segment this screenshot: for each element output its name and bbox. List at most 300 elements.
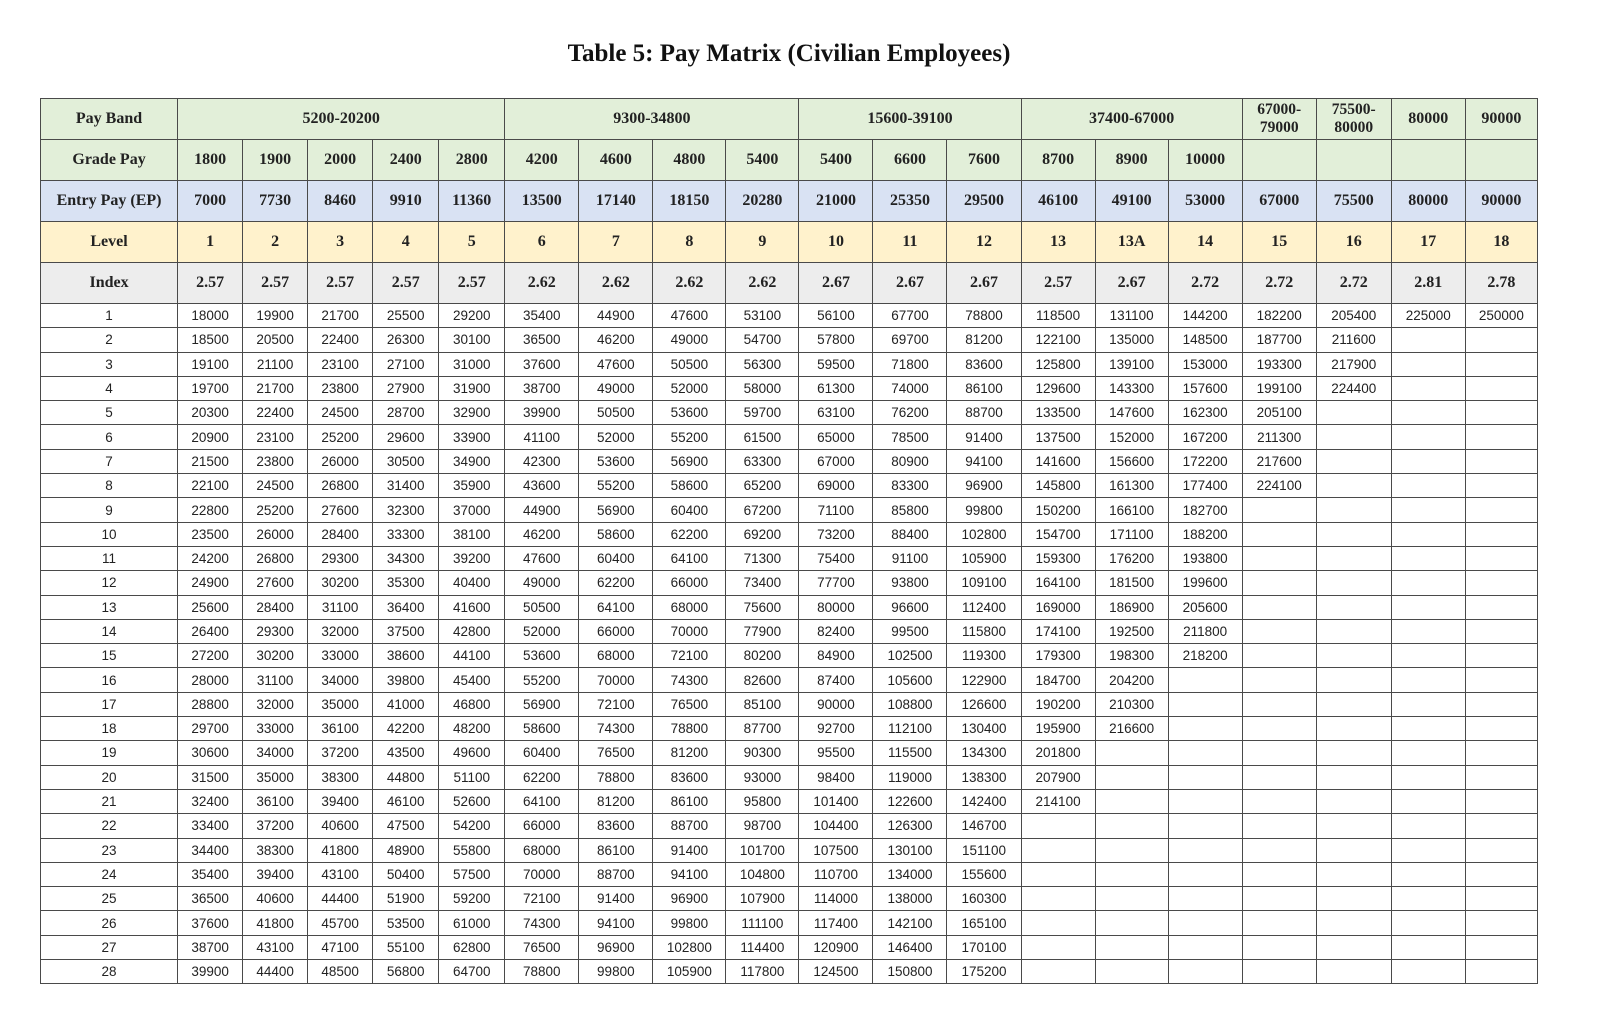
empty-cell xyxy=(1465,328,1537,352)
empty-cell xyxy=(1095,911,1168,935)
stage-cell: 26 xyxy=(41,911,178,935)
pay-cell: 96900 xyxy=(653,887,726,911)
pay-cell: 37600 xyxy=(178,911,243,935)
pay-cell: 44400 xyxy=(308,887,373,911)
row-label: Entry Pay (EP) xyxy=(41,181,178,222)
pay-cell: 175200 xyxy=(947,960,1021,984)
pay-cell: 99800 xyxy=(579,960,653,984)
pay-cell: 35000 xyxy=(243,765,308,789)
pay-cell: 48200 xyxy=(439,717,505,741)
pay-cell: 72100 xyxy=(505,887,579,911)
level-cell: 5 xyxy=(439,222,505,263)
empty-cell xyxy=(1391,911,1465,935)
pay-cell: 49600 xyxy=(439,741,505,765)
table-row xyxy=(41,765,1538,789)
pay-cell: 112400 xyxy=(947,595,1021,619)
pay-band-cell: 15600-39100 xyxy=(799,99,1021,140)
index-cell: 2.81 xyxy=(1391,263,1465,304)
pay-cell: 73200 xyxy=(799,522,873,546)
table-row xyxy=(41,595,1538,619)
pay-cell: 68000 xyxy=(505,838,579,862)
empty-cell xyxy=(1242,522,1316,546)
pay-cell: 51900 xyxy=(373,887,439,911)
pay-cell: 26800 xyxy=(243,546,308,570)
pay-cell: 40600 xyxy=(243,887,308,911)
pay-cell: 60400 xyxy=(579,546,653,570)
empty-cell xyxy=(1168,692,1242,716)
stage-cell: 7 xyxy=(41,449,178,473)
stage-cell: 27 xyxy=(41,935,178,959)
pay-cell: 47600 xyxy=(579,352,653,376)
empty-cell xyxy=(1316,960,1391,984)
grade-pay-cell: 7600 xyxy=(947,140,1021,181)
level-cell: 12 xyxy=(947,222,1021,263)
pay-cell: 90000 xyxy=(799,692,873,716)
index-cell: 2.62 xyxy=(726,263,799,304)
table-row xyxy=(41,522,1538,546)
table-row xyxy=(41,814,1538,838)
pay-cell: 32000 xyxy=(308,619,373,643)
pay-cell: 30600 xyxy=(178,741,243,765)
pay-cell: 33900 xyxy=(439,425,505,449)
pay-cell: 42200 xyxy=(373,717,439,741)
pay-cell: 23800 xyxy=(308,376,373,400)
pay-cell: 105900 xyxy=(947,546,1021,570)
pay-cell: 78500 xyxy=(873,425,947,449)
empty-cell xyxy=(1465,862,1537,886)
stage-cell: 20 xyxy=(41,765,178,789)
pay-cell: 107500 xyxy=(799,838,873,862)
pay-cell: 23500 xyxy=(178,522,243,546)
pay-cell: 26000 xyxy=(308,449,373,473)
pay-cell: 30500 xyxy=(373,449,439,473)
pay-cell: 94100 xyxy=(653,862,726,886)
empty-cell xyxy=(1316,474,1391,498)
pay-cell: 25500 xyxy=(373,304,439,328)
grade-pay-cell: 1900 xyxy=(243,140,308,181)
stage-cell: 28 xyxy=(41,960,178,984)
pay-cell: 205100 xyxy=(1242,401,1316,425)
pay-cell: 110700 xyxy=(799,862,873,886)
pay-cell: 154700 xyxy=(1021,522,1095,546)
pay-cell: 55100 xyxy=(373,935,439,959)
grade-pay-cell: 4800 xyxy=(653,140,726,181)
pay-cell: 99500 xyxy=(873,619,947,643)
pay-cell: 60400 xyxy=(653,498,726,522)
stage-cell: 4 xyxy=(41,376,178,400)
stage-cell: 15 xyxy=(41,644,178,668)
pay-cell: 21700 xyxy=(308,304,373,328)
pay-cell: 214100 xyxy=(1021,789,1095,813)
pay-cell: 44400 xyxy=(243,960,308,984)
pay-cell: 31100 xyxy=(308,595,373,619)
pay-matrix-table xyxy=(40,98,1538,984)
pay-cell: 211800 xyxy=(1168,619,1242,643)
pay-cell: 38700 xyxy=(505,376,579,400)
pay-cell: 69000 xyxy=(799,474,873,498)
pay-cell: 46800 xyxy=(439,692,505,716)
index-cell: 2.62 xyxy=(505,263,579,304)
pay-cell: 55800 xyxy=(439,838,505,862)
stage-cell: 5 xyxy=(41,401,178,425)
table-row xyxy=(41,401,1538,425)
table-row xyxy=(41,692,1538,716)
pay-cell: 62800 xyxy=(439,935,505,959)
empty-cell xyxy=(1391,425,1465,449)
empty-cell xyxy=(1316,717,1391,741)
pay-cell: 32400 xyxy=(178,789,243,813)
empty-cell xyxy=(1316,425,1391,449)
empty-cell xyxy=(1465,571,1537,595)
pay-cell: 170100 xyxy=(947,935,1021,959)
empty-cell xyxy=(1465,960,1537,984)
pay-cell: 56100 xyxy=(799,304,873,328)
pay-cell: 58600 xyxy=(579,522,653,546)
empty-cell xyxy=(1316,595,1391,619)
entry-pay-cell: 18150 xyxy=(653,181,726,222)
stage-cell: 18 xyxy=(41,717,178,741)
grade-pay-cell xyxy=(1465,140,1537,181)
pay-cell: 23100 xyxy=(243,425,308,449)
stage-cell: 10 xyxy=(41,522,178,546)
pay-cell: 87700 xyxy=(726,717,799,741)
table-row xyxy=(41,328,1538,352)
index-cell: 2.72 xyxy=(1168,263,1242,304)
empty-cell xyxy=(1465,814,1537,838)
empty-cell xyxy=(1391,619,1465,643)
empty-cell xyxy=(1021,814,1095,838)
stage-cell: 19 xyxy=(41,741,178,765)
pay-cell: 57800 xyxy=(799,328,873,352)
empty-cell xyxy=(1391,595,1465,619)
pay-cell: 43600 xyxy=(505,474,579,498)
table-row xyxy=(41,838,1538,862)
pay-cell: 211300 xyxy=(1242,425,1316,449)
empty-cell xyxy=(1391,717,1465,741)
pay-cell: 126300 xyxy=(873,814,947,838)
pay-cell: 184700 xyxy=(1021,668,1095,692)
pay-cell: 96900 xyxy=(947,474,1021,498)
pay-cell: 130400 xyxy=(947,717,1021,741)
pay-cell: 27900 xyxy=(373,376,439,400)
entry-pay-row xyxy=(41,181,1538,222)
pay-cell: 69700 xyxy=(873,328,947,352)
empty-cell xyxy=(1465,376,1537,400)
empty-cell xyxy=(1316,571,1391,595)
entry-pay-cell: 11360 xyxy=(439,181,505,222)
pay-cell: 93000 xyxy=(726,765,799,789)
pay-cell: 99800 xyxy=(947,498,1021,522)
table-row xyxy=(41,376,1538,400)
pay-cell: 101400 xyxy=(799,789,873,813)
pay-cell: 20500 xyxy=(243,328,308,352)
pay-cell: 161300 xyxy=(1095,474,1168,498)
pay-band-cell: 80000 xyxy=(1391,99,1465,140)
pay-cell: 50500 xyxy=(653,352,726,376)
pay-cell: 91400 xyxy=(653,838,726,862)
table-row xyxy=(41,498,1538,522)
pay-cell: 199100 xyxy=(1242,376,1316,400)
pay-cell: 96600 xyxy=(873,595,947,619)
pay-cell: 125800 xyxy=(1021,352,1095,376)
pay-cell: 108800 xyxy=(873,692,947,716)
pay-cell: 20300 xyxy=(178,401,243,425)
pay-cell: 205400 xyxy=(1316,304,1391,328)
pay-cell: 68000 xyxy=(579,644,653,668)
pay-cell: 111100 xyxy=(726,911,799,935)
pay-cell: 76200 xyxy=(873,401,947,425)
pay-cell: 86100 xyxy=(579,838,653,862)
pay-cell: 29600 xyxy=(373,425,439,449)
empty-cell xyxy=(1316,911,1391,935)
empty-cell xyxy=(1095,741,1168,765)
pay-cell: 37200 xyxy=(308,741,373,765)
pay-cell: 38600 xyxy=(373,644,439,668)
pay-cell: 92700 xyxy=(799,717,873,741)
empty-cell xyxy=(1316,838,1391,862)
grade-pay-cell: 2000 xyxy=(308,140,373,181)
pay-band-cell: 5200-20200 xyxy=(178,99,505,140)
empty-cell xyxy=(1316,741,1391,765)
pay-cell: 122100 xyxy=(1021,328,1095,352)
level-cell: 18 xyxy=(1465,222,1537,263)
empty-cell xyxy=(1242,838,1316,862)
pay-cell: 164100 xyxy=(1021,571,1095,595)
table-row xyxy=(41,717,1538,741)
pay-cell: 56300 xyxy=(726,352,799,376)
pay-cell: 88700 xyxy=(947,401,1021,425)
pay-cell: 78800 xyxy=(653,717,726,741)
index-cell: 2.67 xyxy=(873,263,947,304)
empty-cell xyxy=(1168,668,1242,692)
pay-cell: 28400 xyxy=(308,522,373,546)
table-row xyxy=(41,449,1538,473)
level-cell: 10 xyxy=(799,222,873,263)
grade-pay-cell: 1800 xyxy=(178,140,243,181)
pay-cell: 138000 xyxy=(873,887,947,911)
entry-pay-cell: 8460 xyxy=(308,181,373,222)
table-row xyxy=(41,425,1538,449)
pay-cell: 70000 xyxy=(653,619,726,643)
empty-cell xyxy=(1021,838,1095,862)
pay-cell: 29300 xyxy=(308,546,373,570)
pay-cell: 30100 xyxy=(439,328,505,352)
table-row xyxy=(41,741,1538,765)
pay-cell: 67200 xyxy=(726,498,799,522)
pay-cell: 44100 xyxy=(439,644,505,668)
pay-cell: 76500 xyxy=(579,741,653,765)
pay-cell: 91400 xyxy=(579,887,653,911)
pay-cell: 105900 xyxy=(653,960,726,984)
stage-cell: 11 xyxy=(41,546,178,570)
pay-cell: 47600 xyxy=(505,546,579,570)
empty-cell xyxy=(1316,862,1391,886)
pay-cell: 62200 xyxy=(505,765,579,789)
pay-cell: 78800 xyxy=(947,304,1021,328)
pay-cell: 33000 xyxy=(308,644,373,668)
pay-cell: 122600 xyxy=(873,789,947,813)
empty-cell xyxy=(1465,887,1537,911)
pay-cell: 145800 xyxy=(1021,474,1095,498)
pay-cell: 31400 xyxy=(373,474,439,498)
pay-cell: 61300 xyxy=(799,376,873,400)
index-cell: 2.78 xyxy=(1465,263,1537,304)
pay-cell: 83300 xyxy=(873,474,947,498)
entry-pay-cell: 17140 xyxy=(579,181,653,222)
empty-cell xyxy=(1242,668,1316,692)
pay-cell: 39900 xyxy=(505,401,579,425)
pay-cell: 53600 xyxy=(579,449,653,473)
pay-cell: 190200 xyxy=(1021,692,1095,716)
pay-cell: 49000 xyxy=(505,571,579,595)
pay-cell: 91100 xyxy=(873,546,947,570)
pay-cell: 41800 xyxy=(308,838,373,862)
entry-pay-cell: 25350 xyxy=(873,181,947,222)
stage-cell: 6 xyxy=(41,425,178,449)
pay-cell: 174100 xyxy=(1021,619,1095,643)
pay-cell: 56900 xyxy=(579,498,653,522)
empty-cell xyxy=(1095,887,1168,911)
pay-band-cell: 90000 xyxy=(1465,99,1537,140)
pay-cell: 90300 xyxy=(726,741,799,765)
empty-cell xyxy=(1242,887,1316,911)
pay-cell: 58000 xyxy=(726,376,799,400)
pay-cell: 31000 xyxy=(439,352,505,376)
pay-cell: 41800 xyxy=(243,911,308,935)
pay-cell: 142100 xyxy=(873,911,947,935)
pay-cell: 104800 xyxy=(726,862,799,886)
pay-cell: 138300 xyxy=(947,765,1021,789)
empty-cell xyxy=(1465,546,1537,570)
pay-cell: 198300 xyxy=(1095,644,1168,668)
empty-cell xyxy=(1316,887,1391,911)
empty-cell xyxy=(1242,935,1316,959)
pay-cell: 57500 xyxy=(439,862,505,886)
pay-cell: 182700 xyxy=(1168,498,1242,522)
pay-cell: 60400 xyxy=(505,741,579,765)
pay-cell: 80200 xyxy=(726,644,799,668)
empty-cell xyxy=(1242,814,1316,838)
empty-cell xyxy=(1465,765,1537,789)
table-row xyxy=(41,644,1538,668)
pay-cell: 102800 xyxy=(653,935,726,959)
pay-cell: 64100 xyxy=(653,546,726,570)
pay-cell: 46200 xyxy=(579,328,653,352)
pay-cell: 34000 xyxy=(308,668,373,692)
empty-cell xyxy=(1242,741,1316,765)
stage-cell: 8 xyxy=(41,474,178,498)
pay-cell: 225000 xyxy=(1391,304,1465,328)
pay-cell: 50400 xyxy=(373,862,439,886)
pay-cell: 58600 xyxy=(653,474,726,498)
pay-cell: 88700 xyxy=(579,862,653,886)
pay-cell: 70000 xyxy=(505,862,579,886)
pay-cell: 39400 xyxy=(308,789,373,813)
pay-cell: 50500 xyxy=(505,595,579,619)
empty-cell xyxy=(1391,522,1465,546)
pay-cell: 28400 xyxy=(243,595,308,619)
pay-cell: 88400 xyxy=(873,522,947,546)
pay-cell: 193300 xyxy=(1242,352,1316,376)
pay-cell: 205600 xyxy=(1168,595,1242,619)
level-cell: 2 xyxy=(243,222,308,263)
pay-cell: 71100 xyxy=(799,498,873,522)
pay-cell: 34900 xyxy=(439,449,505,473)
pay-cell: 28700 xyxy=(373,401,439,425)
grade-pay-cell: 10000 xyxy=(1168,140,1242,181)
pay-cell: 55200 xyxy=(579,474,653,498)
pay-cell: 39200 xyxy=(439,546,505,570)
empty-cell xyxy=(1391,887,1465,911)
pay-cell: 70000 xyxy=(579,668,653,692)
pay-cell: 64100 xyxy=(579,595,653,619)
stage-cell: 25 xyxy=(41,887,178,911)
table-row xyxy=(41,619,1538,643)
empty-cell xyxy=(1391,546,1465,570)
pay-cell: 130100 xyxy=(873,838,947,862)
pay-cell: 27600 xyxy=(243,571,308,595)
empty-cell xyxy=(1391,474,1465,498)
pay-cell: 36100 xyxy=(243,789,308,813)
stage-cell: 21 xyxy=(41,789,178,813)
entry-pay-cell: 9910 xyxy=(373,181,439,222)
pay-cell: 27100 xyxy=(373,352,439,376)
pay-cell: 50500 xyxy=(579,401,653,425)
empty-cell xyxy=(1465,595,1537,619)
pay-cell: 81200 xyxy=(653,741,726,765)
pay-cell: 152000 xyxy=(1095,425,1168,449)
empty-cell xyxy=(1391,376,1465,400)
pay-cell: 53500 xyxy=(373,911,439,935)
index-cell: 2.67 xyxy=(799,263,873,304)
entry-pay-cell: 7730 xyxy=(243,181,308,222)
empty-cell xyxy=(1316,619,1391,643)
pay-cell: 35400 xyxy=(178,862,243,886)
pay-cell: 211600 xyxy=(1316,328,1391,352)
stage-cell: 2 xyxy=(41,328,178,352)
pay-cell: 94100 xyxy=(579,911,653,935)
pay-cell: 94100 xyxy=(947,449,1021,473)
empty-cell xyxy=(1391,960,1465,984)
empty-cell xyxy=(1316,692,1391,716)
pay-cell: 49000 xyxy=(579,376,653,400)
pay-cell: 26000 xyxy=(243,522,308,546)
pay-cell: 99800 xyxy=(653,911,726,935)
pay-cell: 83600 xyxy=(579,814,653,838)
row-label: Pay Band xyxy=(41,99,178,140)
pay-cell: 58600 xyxy=(505,717,579,741)
empty-cell xyxy=(1095,862,1168,886)
stage-cell: 14 xyxy=(41,619,178,643)
pay-cell: 82400 xyxy=(799,619,873,643)
pay-cell: 85800 xyxy=(873,498,947,522)
table-row xyxy=(41,862,1538,886)
pay-cell: 21500 xyxy=(178,449,243,473)
pay-cell: 162300 xyxy=(1168,401,1242,425)
empty-cell xyxy=(1242,960,1316,984)
pay-cell: 102500 xyxy=(873,644,947,668)
pay-cell: 210300 xyxy=(1095,692,1168,716)
empty-cell xyxy=(1316,644,1391,668)
pay-cell: 21700 xyxy=(243,376,308,400)
pay-cell: 46200 xyxy=(505,522,579,546)
grade-pay-cell: 5400 xyxy=(726,140,799,181)
empty-cell xyxy=(1316,449,1391,473)
empty-cell xyxy=(1391,644,1465,668)
level-cell: 7 xyxy=(579,222,653,263)
index-cell: 2.62 xyxy=(579,263,653,304)
pay-cell: 25200 xyxy=(308,425,373,449)
